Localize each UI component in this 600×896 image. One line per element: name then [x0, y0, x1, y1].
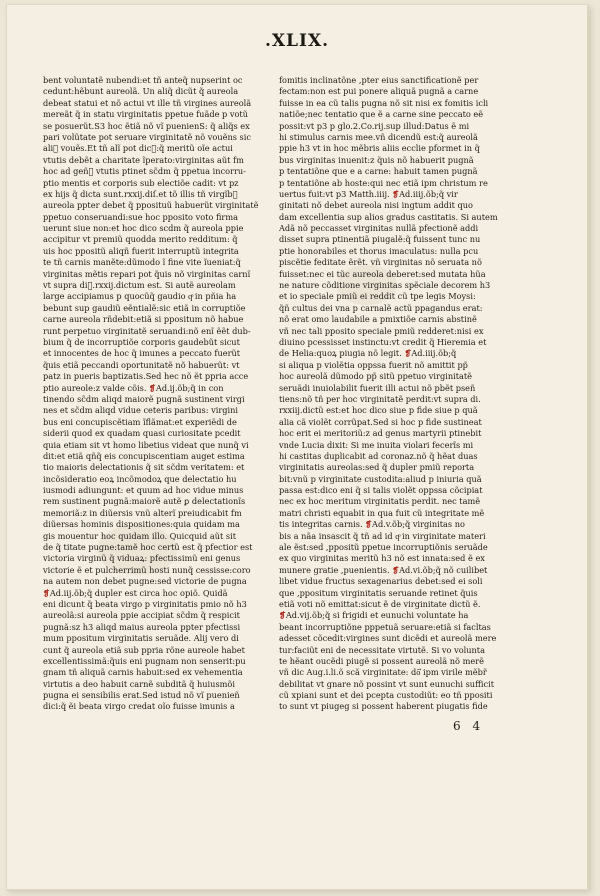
text-line: tis integritas carnis. ❡Ad.v.õb;q̃ virginitas no [279, 519, 465, 530]
text-line: tio maioris delectationis q̃ sit sc̃dm veritatem: et [43, 462, 245, 473]
text-line: virginitatis aureolas:sed q̃ dupler pmiũ reporta [279, 462, 475, 473]
text-line: virtutis a deo habuit carnẽ subditã q̃ huiusmõi [43, 678, 235, 689]
right-text-column [279, 75, 511, 713]
text-line: hi castitas duplicabit ad coronaz.nõ q̃ hẽat duas [279, 450, 478, 461]
text-line: mum ppositum virginitatis seruãde. Alij vero di [43, 633, 239, 644]
text-line: alia cã violẽt corrũpat.Sed si hoc p fide sustineat [279, 416, 482, 427]
rubricated-paragraph-mark: ❡ [43, 587, 50, 598]
text-line: cũ xpiani sunt et dei pcepta custodiũt: eo tñ ppositi [279, 690, 493, 701]
text-line: piscẽtie feditate ẽrẽt. vñ virginitas nõ seruata nõ [279, 257, 482, 268]
text-line: bus virginitas inuenit:z q̃uis nõ habuerit pugnã [279, 154, 474, 165]
text-line: ali᷑ vouẽs.Et tñ alĩ pot dic᷑:q̃ meritũ oĩe actui [43, 143, 233, 154]
text-line: matri christi equabit in qua fuit cũ integritate mẽ [279, 507, 485, 518]
text-line: hoc ad geñ᷑ vtutis ptinet sc̃dm q̃ ppetua incorru‑ [43, 166, 246, 177]
text-line: ❡Ad.vij.õb;q̃ si frigidi et eunuchi voluntate ha [279, 610, 469, 621]
text-line: pugna ei sensibilis erat.Sed istud nõ vĩ puenieñ [43, 690, 240, 701]
text-line: seruãdi inuiolabilit fuerit illi actui nõ pbẽt pseñ [279, 382, 476, 393]
text-line: aureolã:si aureola ppie accipiat sc̃dm q̃ respicit [43, 610, 240, 621]
text-line: fectam:non est pui ponere aliquã pugnã a carne [279, 86, 479, 97]
left-text-column [43, 75, 273, 713]
text-line: victoria virginũ q̃ viduaꝝ: pfectissimũ eni genus [43, 553, 241, 564]
text-line: tinendo sc̃dm aliqd maiorẽ pugnã sustinent virgi [43, 393, 245, 404]
text-line: ex quo virginitas meritũ h3 nõ est innata:sed ẽ ex [279, 553, 485, 564]
book-page [6, 4, 588, 890]
text-line: incõsideratio eoꝝ incõmodoꝝ que delectatio hu [43, 473, 237, 484]
text-line: si aliqua p violẽtia oppssa fuerit nõ amittit pp̃ [279, 359, 468, 370]
text-line: diuino pcessisset instinctu:vt credit q̃ Hieremia et [279, 336, 487, 347]
text-line: iusmodi adiungunt: et quum ad hoc vidue minus [43, 485, 244, 496]
text-line: bus eni concupiscẽtiam ĩflãmat:et experiẽdi de [43, 416, 237, 427]
rubricated-paragraph-mark: ❡ [392, 188, 400, 199]
text-line: pugnã:sz h3 aliqd maius aureola ppter pfectissi [43, 621, 241, 632]
text-line: adesset cõcedit:virgines sunt dicẽdi et aureolã mere [279, 633, 497, 644]
text-line: passa est:dico eni q̃ si talis violẽt oppssa cõcipiat [279, 485, 483, 496]
text-line: cedunt:hẽbunt aureolã. Un aliq̃ dicũt q̃ aureola [43, 86, 239, 97]
text-line: siderii quod ex quadam quasi curiositate pcedit [43, 428, 241, 439]
text-line: cunt q̃ aureola etiã sub ppria rõne aureole habet [43, 644, 245, 655]
text-line: ptio aureole:z valde cõis. ❡Ad.ij.õb;q̃ in con [43, 382, 224, 393]
text-line: q̃ñ cultus dei vna p carnalẽ actũ ppagandus erat: [279, 302, 483, 313]
text-line: debilitat vt gnare nõ possint vt sunt eunuchi sufficit [279, 678, 494, 689]
text-line: dam excellentia sup alios gradus castitatis. Si autem [279, 211, 498, 222]
text-line: hoc aureolã dũmodo pp̃ sitũ ppetuo virginitatẽ [279, 371, 473, 382]
text-line: vñ nec tali pposito speciale pmiũ redderet:nisi ex [279, 325, 484, 336]
rubricated-paragraph-mark: ❡ [392, 564, 400, 575]
text-line: carne aureola rñdebit:etiã si ppositum nõ habue [43, 314, 244, 325]
text-line: te tñ carnis manẽte:dũmodo ĩ fine vite ĩueniat:q̃ [43, 257, 241, 268]
text-line: memoriã:z in diũersis vnũ alterĩ preiudicabit fm [43, 507, 242, 518]
text-line: fomitis inclinatõne ,pter eius sanctificationẽ per [279, 75, 479, 85]
text-line: natiõe;nec tentatio que ẽ a carne sine peccato eẽ [279, 109, 484, 120]
text-line: hi stimulus carnis mee.vñ dicendũ est:q̃ aureolã [279, 131, 478, 142]
text-line: uis hoc ppositũ aliqñ fuerit interruptũ integrita [43, 245, 239, 256]
text-line: dit:et etiã qñq̃ eis concupiscentiam auget estima [43, 450, 245, 461]
text-line: tur:faciũt eni de necessitate virtutẽ. Si vo volunta [279, 644, 485, 655]
text-line: virginitas mẽtis repari pot q̃uis nõ virginitas carnĩ [43, 268, 251, 279]
text-line: excellentissimã:q̃uis eni pugnam non senserit:pu [43, 655, 246, 666]
text-line: q̃uis etiã peccandi oportunitatẽ nõ habuerũt: vt [43, 359, 240, 370]
text-line: bent voluntatẽ nubendi:et tñ anteq̃ nupserint oc [43, 75, 243, 85]
text-line: pari volũtate pot seruare virginitatẽ nõ vouẽns sic [43, 131, 251, 142]
text-line: bit:vnũ p virginitate custodita:aliud p iniuria quã [279, 473, 482, 484]
text-line: munere gratie ,puenientis. ❡Ad.vi.õb;q̃ nõ cuilibet [279, 564, 488, 575]
text-line: vt supra diᷓ.rxxij.dictum est. Si autẽ aureolam [43, 280, 236, 291]
text-line: dici:q̃ ẽi beata virgo credat oĩo fuisse imunis a [43, 701, 235, 712]
text-line: de q̃ titate pugne:tamẽ hoc certũ est q̃ pfectior est [43, 542, 253, 553]
text-line: se posuerũt.S3 hoc ẽtiã nõ vĩ puenienS: q̃ aliq̃s ex [43, 120, 250, 131]
rubricated-paragraph-mark: ❡ [404, 348, 412, 359]
text-line: vnde Lucia dixit: Si me inuita violari fecerĩs mi [279, 439, 474, 450]
text-line: ppie h3 vt in hoc mẽbris aliis ecclie pformet in q̃ [279, 143, 480, 154]
rubricated-paragraph-mark: ❡ [365, 519, 373, 530]
text-line: vtutis debẽt a charitate ĩperato:virginitas aũt fm [43, 154, 244, 165]
rubricated-paragraph-mark: ❡ [149, 382, 156, 393]
text-line: rxxiij.dictũ est:et hoc dico siue p fide siue p quã [279, 405, 478, 416]
text-line: to sunt vt piugeg si possent haberent piugatis fide [279, 701, 488, 712]
text-line: nec ex hoc meritum virginitatis perdit. nec tamẽ [279, 496, 481, 507]
text-line: accipitur vt premiũ quodda merito redditum: q̃ [43, 234, 238, 245]
text-line: Adã nõ peccasset virginitas nullã pfectionẽ addi [279, 223, 479, 234]
text-line: p tentatiõne ab hoste:qui nec etiã ipm christum re [279, 177, 488, 188]
rubricated-paragraph-mark: ❡ [279, 610, 286, 621]
text-line: nõ erat omo laudabile a pmixtiõe carnis abstinẽ [279, 314, 477, 325]
text-line: ❡Ad.iij.õb;q̃ dupler est circa hoc opiõ. Quidã [43, 587, 228, 598]
text-line: possit:vt p3 p glo.2.Co.rij.sup illud:Datus ẽ mi [279, 120, 470, 131]
text-line: et innocentes de hoc q̃ imunes a peccato fuerũt [43, 348, 241, 359]
text-line: hoc erit ei meritoriũ:z ad genus martyrii ptinebit [279, 428, 482, 439]
text-line: ptie honorabiles et thorus imaculatus: nulla pcu [279, 245, 479, 256]
text-line: rem sustinent pugnã:maiorẽ autẽ ꝑ delectationĩs [43, 496, 246, 507]
text-line: nes et sc̃dm aliqd vidue ceteris paribus: virgini [43, 405, 239, 416]
text-line: et io speciale pmiũ ei reddit cũ tpe legis Moysi: [279, 291, 476, 302]
text-line: beant incorruptiõne pppetuã seruare:etiã si facltas [279, 621, 491, 632]
text-line: debeat statui et nõ actui vt ille tñ virgines aureolã [43, 97, 252, 108]
text-line: p tentatiõne que e a carne: habuit tamen pugnã [279, 166, 478, 177]
text-line: que ,ppositum virginitatis seruande retinet q̃uis [279, 587, 478, 598]
text-line: ale ẽst:sed ,ppositũ ppetue incorruptiõnis seruãde [279, 542, 488, 553]
text-line: large accipiamus p quocũq̃ gaudio qͦ in pñia ha [43, 291, 237, 302]
text-line: fuisset:nec ei tũc aureola deberet:sed mutata hũa [279, 268, 486, 279]
text-line: tiens:nõ tñ per hoc virginitatẽ perdit:vt supra di. [279, 393, 481, 404]
page-edge [587, 11, 591, 887]
text-line: bebunt sup gaudiũ eẽntialẽ:sic etiã in corruptiõe [43, 302, 246, 313]
text-line: patz in pueris baptizatis.Sed hec nõ ẽt ppria acce [43, 371, 249, 382]
text-line: mereãt q̃ in statu virginitatis ppetue fuãde p votũ [43, 109, 248, 120]
text-line: uerunt siue non:et hoc dico scdm q̃ aureola ppie [43, 223, 244, 234]
text-line: na autem non debet pugne:sed victorie de pugna [43, 576, 247, 587]
text-line: gnam tñ aliquã carnis habuit:sed ex vehementia [43, 667, 243, 678]
text-line: quia etiam sit vt homo libetius videat que nunq̃ vi [43, 439, 249, 450]
text-line: libet vidue fructus sexagenarius debet:sed ei soli [279, 576, 483, 587]
text-line: bium q̃ de incorruptiõe corporis gaudebũt sicut [43, 336, 240, 347]
text-line: disset supra ptinentiã piugalẽ:q̃ fuissent tunc nu [279, 234, 481, 245]
text-line: ne nature cõditione virginitas spẽciale decorem h3 [279, 280, 491, 291]
text-line: fuisse in ea cũ talis pugna nõ sit nisi ex fomitis icli [279, 97, 489, 108]
text-line: ex hijs q̃ dicta sunt.rxxij.diſ.et tõ illis tñ virgĩb᷑ [43, 188, 238, 199]
text-line: uertus fuit:vt p3 Matth.iiij. ❡Ad.iiij.õb;q̃ vir [279, 188, 458, 199]
text-line: de Helia:quoꝝ piugia nõ legit. ❡Ad.iiij.õb;q̃ [279, 348, 457, 359]
text-line: diũersas hominis dispositiones:quia quidam ma [43, 519, 240, 530]
text-line: aureola ppter debet q̃ pposituũ habuerũt virginitatẽ [43, 200, 259, 211]
folio-number: .XLIX. [264, 31, 330, 51]
text-line: ppetuo conseruandi:sue hoc pposito voto firma [43, 211, 238, 222]
text-line: eni dicunt q̃ beata virgo p virginitatis pmio nõ h3 [43, 598, 247, 609]
text-line: ginitati nõ debet aureola nisi ingtum addit quo [279, 200, 473, 211]
text-line: vñ dic Aug.i.li.õ scã virginitate: dõ͛ ipm virile mẽbr̃ [279, 667, 487, 678]
text-line: ptio mentis et corporis sub electiõe cadit: vt pz [43, 177, 239, 188]
text-line: etiã voti nõ emittat:sicut ẽ de virginitate dictũ ẽ. [279, 598, 481, 609]
text-line: bis a nãa insascit q̃ tñ ad id qͦ in virginitate materi [279, 530, 486, 541]
text-line: te hẽant oucẽdi piugẽ si possent aureolã nõ merẽ [279, 655, 484, 666]
text-line: victorie ẽ et pulcherrimũ hosti nunq̃ cessisse:coro [43, 564, 251, 575]
text-line: runt perpetuo virginitatẽ seruandi:nõ enĩ ẽẽt dub‑ [43, 325, 251, 336]
text-line: gis mouentur hoc quidam illo. Quicquid aũt sit [43, 530, 237, 541]
signature-mark: 6 4 [453, 719, 485, 733]
